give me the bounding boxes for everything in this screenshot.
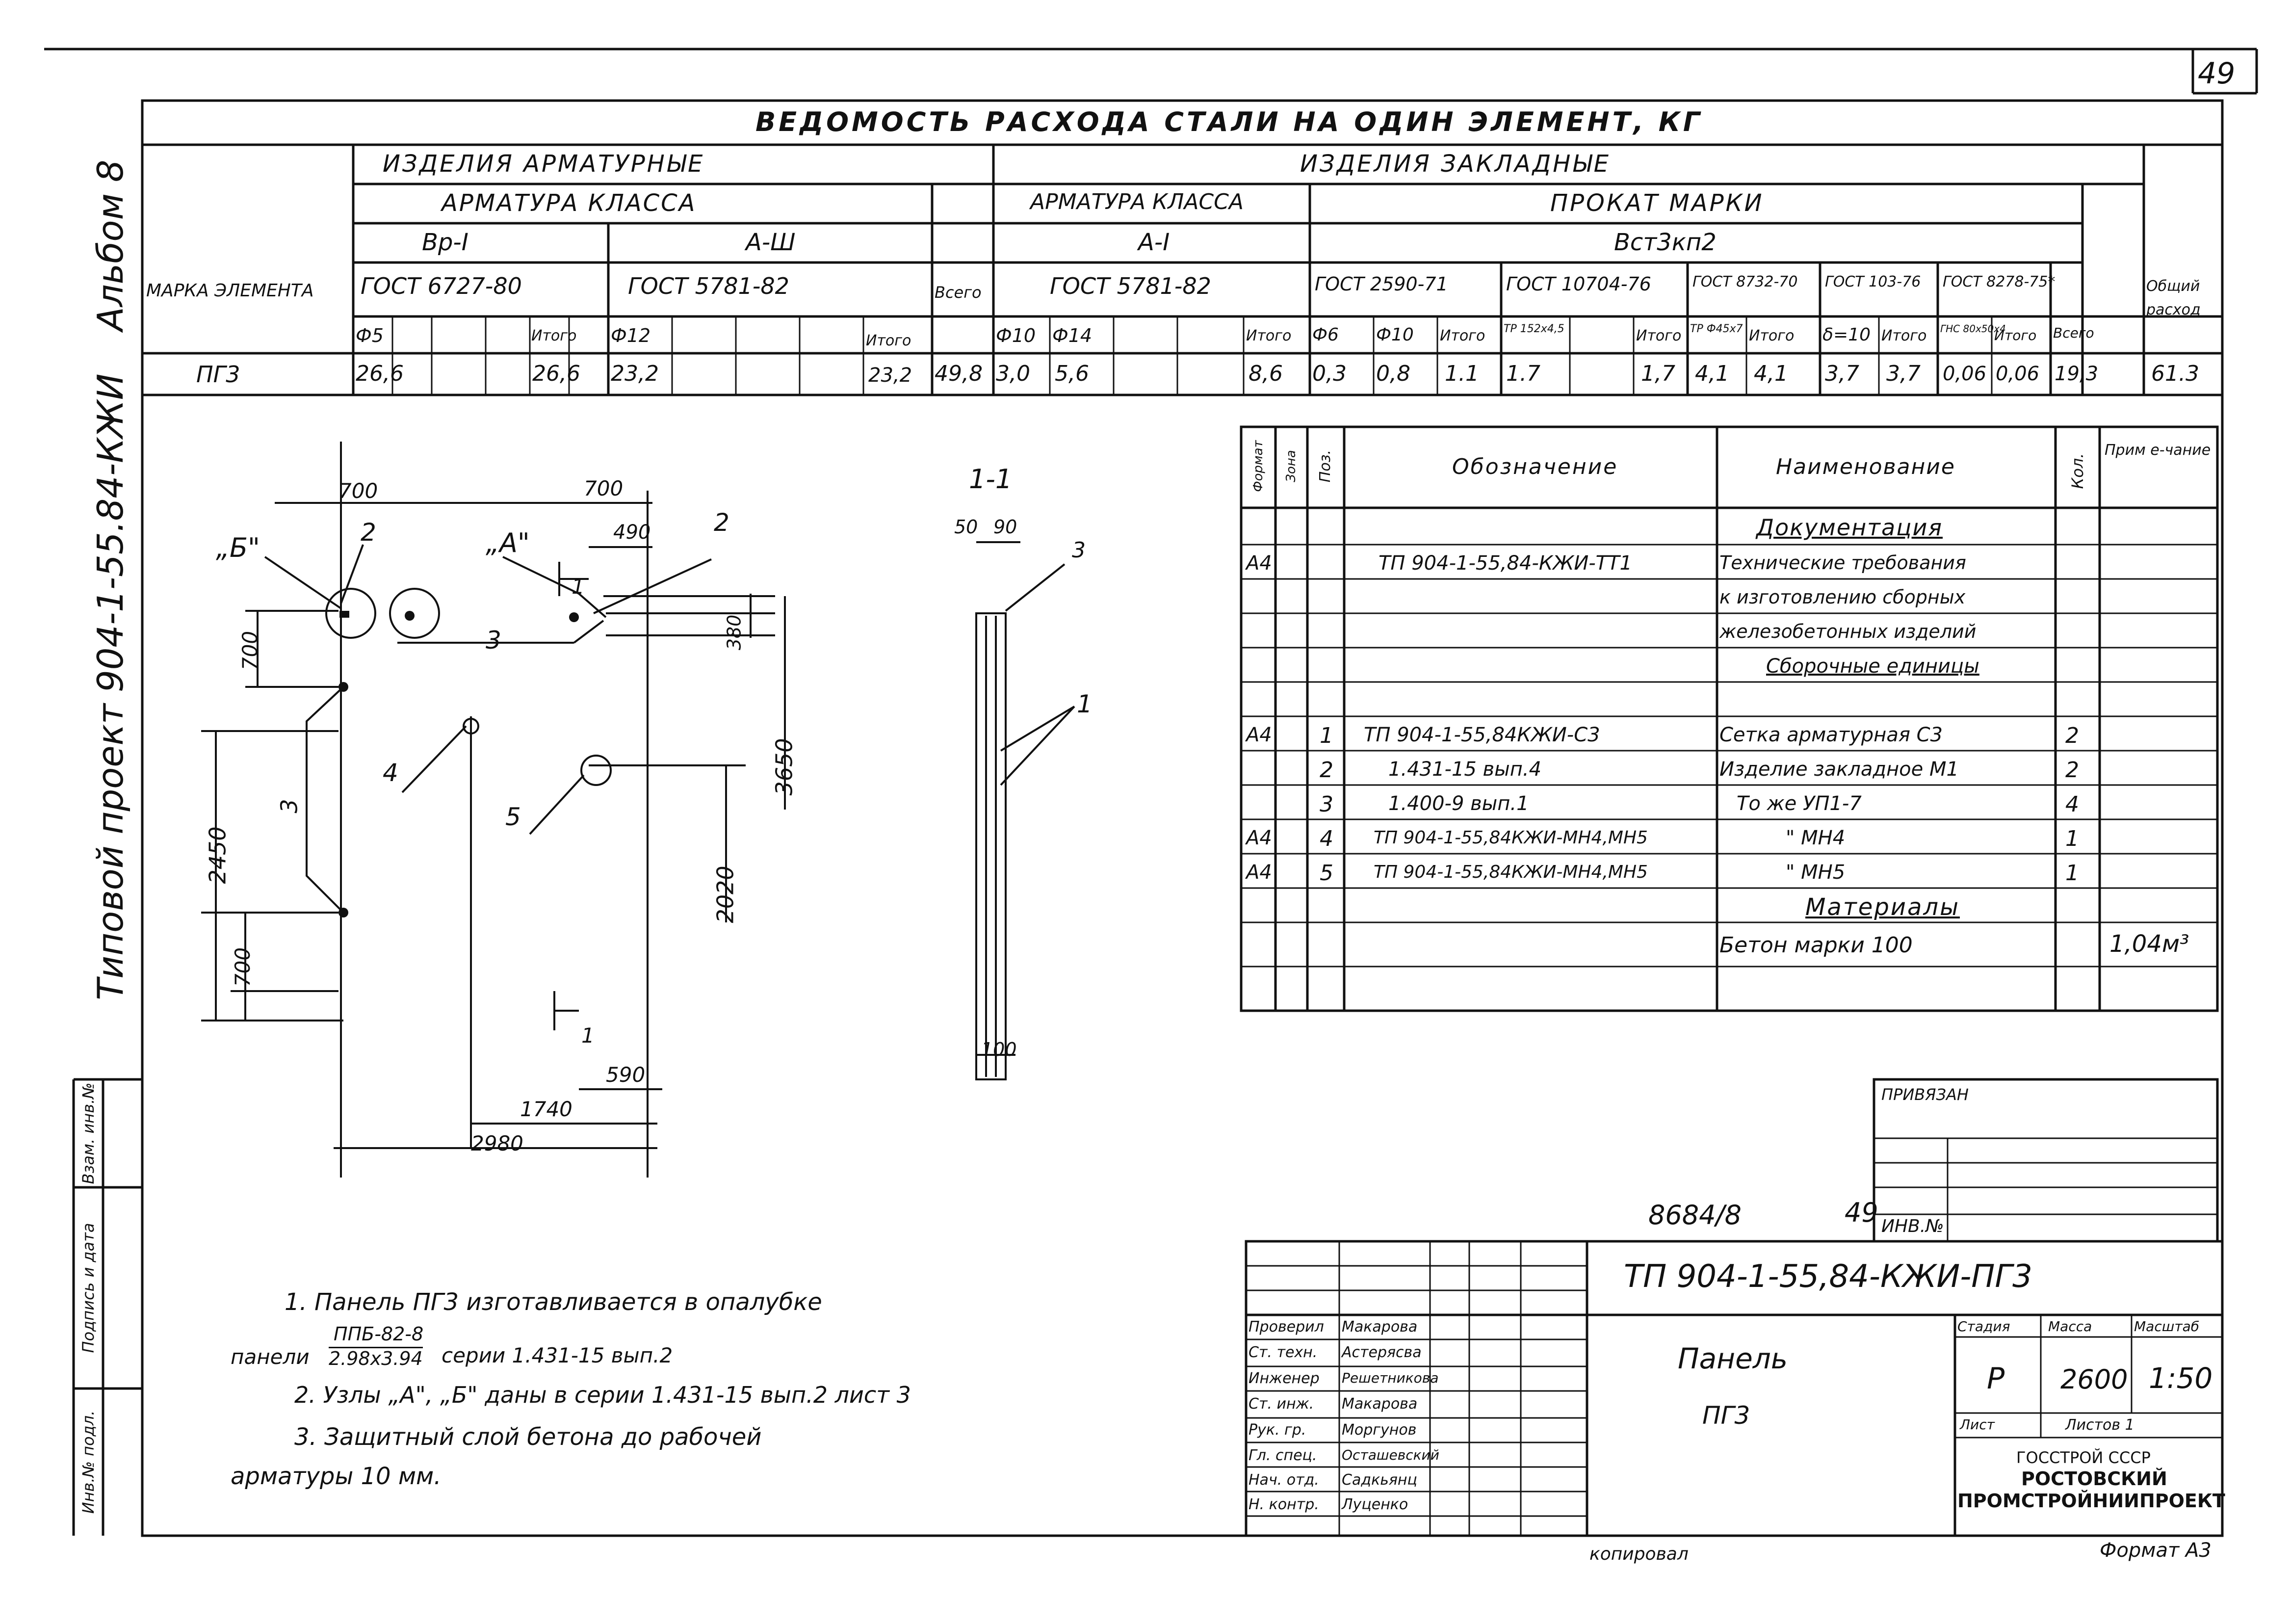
stamp-sign: Подпись и дата <box>79 1223 98 1353</box>
note-1b-frac-top: ППБ-82-8 <box>334 1323 424 1345</box>
val-17: 3,7 <box>1886 361 1921 386</box>
note-2: 2. Узлы „А", „Б" даны в серии 1.431-15 вып.2 лист 3 <box>294 1382 911 1408</box>
stamp-role-4: Ст. инж. <box>1249 1395 1314 1413</box>
spec-row-5-pos: 5 <box>1320 861 1333 886</box>
dim-50: 50 <box>954 516 978 538</box>
sub-itogo-7: Итого <box>1881 327 1927 344</box>
val-8: 8,6 <box>1249 361 1283 386</box>
spec-row-4-format: А4 <box>1246 827 1272 849</box>
sub-delta10: δ=10 <box>1822 325 1871 345</box>
stamp-name-1: Панель <box>1678 1342 1788 1375</box>
stamp-mass: 2600 <box>2060 1364 2128 1395</box>
stamp-person-7: Садкьянц <box>1342 1471 1417 1489</box>
spec-tt-name-2: к изготовлению сборных <box>1719 586 1966 608</box>
section-pos-3: 3 <box>1072 538 1086 563</box>
spec-tt-name-3: железобетонных изделий <box>1719 621 1977 642</box>
spec-row-2-qty: 2 <box>2065 758 2079 783</box>
stamp-mass-h: Масса <box>2048 1318 2092 1335</box>
gost-5: ГОСТ 10704-76 <box>1506 273 1651 295</box>
node-b-label: „Б" <box>216 532 260 563</box>
stamp-scale-h: Масштаб <box>2134 1318 2200 1335</box>
copied-label: копировал <box>1589 1544 1689 1564</box>
stamp-org-2: РОСТОВСКИЙ <box>2021 1468 2167 1490</box>
gost-6: ГОСТ 8732-70 <box>1692 273 1798 290</box>
stamp-person-8: Луценко <box>1342 1496 1408 1513</box>
val-5: 49,8 <box>935 361 983 386</box>
spec-h-pos: Поз. <box>1317 449 1334 483</box>
sub-tr152: ТР 152х4,5 <box>1504 323 1564 335</box>
note-1b-post: серии 1.431-15 вып.2 <box>442 1343 673 1367</box>
row-mark: ПГ3 <box>196 361 240 388</box>
rebar-class-1: АРМАТУРА КЛАССА <box>442 189 697 217</box>
val-20: 19,3 <box>2055 363 2099 385</box>
section-title: 1-1 <box>969 464 1013 495</box>
gost-2: ГОСТ 5781-82 <box>628 273 789 299</box>
spec-row-1-name: Сетка арматурная С3 <box>1719 724 1943 746</box>
sub-itogo-2: Итого <box>866 332 911 349</box>
dim-380: 380 <box>723 614 745 651</box>
sub-itogo-5: Итого <box>1636 327 1682 344</box>
spec-tt-name-1: Технические требования <box>1719 552 1966 574</box>
spec-row-2-des: 1.431-15 вып.4 <box>1388 758 1542 781</box>
stamp-sheet: Лист <box>1960 1416 1995 1433</box>
sub-tr45: ТР Ф45х7 <box>1690 323 1743 335</box>
stamp-person-3: Решетникова <box>1342 1370 1439 1386</box>
spec-materials-title: Материалы <box>1805 893 1960 921</box>
spec-row-1-qty: 2 <box>2065 723 2079 748</box>
stamp-person-1: Макарова <box>1342 1318 1418 1336</box>
note-1b-frac-bot: 2.98х3.94 <box>329 1348 423 1369</box>
format-label: Формат А3 <box>2100 1539 2212 1562</box>
dim-2980: 2980 <box>471 1131 523 1155</box>
sub-f10b: Ф10 <box>1376 325 1414 345</box>
sub-gns: ГНС 80х50х4 <box>1940 323 2006 335</box>
dim-590: 590 <box>606 1063 646 1087</box>
pos-2-a: 2 <box>361 518 376 547</box>
stamp-role-2: Ст. техн. <box>1249 1344 1318 1361</box>
val-2: 26,6 <box>532 361 580 386</box>
stamp-role-3: Инженер <box>1249 1370 1320 1387</box>
stamp-role-1: Проверил <box>1249 1318 1324 1336</box>
sub-itogo-6: Итого <box>1749 327 1795 344</box>
spec-tt-format: А4 <box>1246 552 1272 575</box>
note-3b: арматуры 10 мм. <box>231 1463 442 1490</box>
spec-h-format: Формат <box>1251 440 1266 492</box>
gost-7: ГОСТ 103-76 <box>1825 273 1921 290</box>
stamp-role-8: Н. контр. <box>1249 1496 1319 1513</box>
note-3a: 3. Защитный слой бетона до рабочей <box>294 1423 762 1451</box>
dim-100: 100 <box>981 1039 1017 1060</box>
spec-row-2-pos: 2 <box>1320 758 1333 783</box>
node-a-label: „А" <box>486 527 530 558</box>
spec-h-qty: Кол. <box>2068 453 2087 489</box>
stamp-org-1: ГОССТРОЙ СССР <box>2016 1448 2151 1467</box>
steel-title: ВЕДОМОСТЬ РАСХОДА СТАЛИ НА ОДИН ЭЛЕМЕНТ, КГ <box>755 106 1703 137</box>
dim-700-b: 700 <box>584 476 624 500</box>
class-bp1: Вр-I <box>422 229 468 256</box>
gost-1: ГОСТ 6727-80 <box>361 273 522 299</box>
val-3: 23,2 <box>611 361 659 386</box>
val-18: 0,06 <box>1943 363 1987 385</box>
sub-f6: Ф6 <box>1312 325 1339 345</box>
spec-row-3-qty: 4 <box>2065 792 2079 817</box>
val-16: 3,7 <box>1825 361 1859 386</box>
spec-row-1-format: А4 <box>1246 724 1272 746</box>
section-pos-1: 1 <box>1077 690 1093 718</box>
dim-700-a: 700 <box>338 479 378 503</box>
spec-row-5-format: А4 <box>1246 861 1272 884</box>
spec-row-4-pos: 4 <box>1320 826 1333 851</box>
spec-concrete-vol: 1,04м³ <box>2109 930 2189 958</box>
stamp-name-2: ПГ3 <box>1702 1401 1750 1430</box>
class-a1: А-I <box>1138 229 1170 256</box>
dim-2450: 2450 <box>204 826 231 884</box>
dim-3650: 3650 <box>771 738 798 796</box>
class-vst: Вст3кп2 <box>1614 229 1717 256</box>
sub-itogo-8: Итого <box>1994 327 2037 343</box>
group-reinf: ИЗДЕЛИЯ АРМАТУРНЫЕ <box>383 150 705 178</box>
gost-8: ГОСТ 8278-75* <box>1943 273 2056 290</box>
dim-2020: 2020 <box>712 865 739 923</box>
mark-header: МАРКА ЭЛЕМЕНТА <box>146 281 314 301</box>
stamp-code: ТП 904-1-55,84-КЖИ-ПГ3 <box>1624 1258 2032 1295</box>
spec-row-5-name: " МН5 <box>1786 861 1846 884</box>
sub-f14: Ф14 <box>1052 325 1093 346</box>
stamp-person-5: Моргунов <box>1342 1421 1417 1439</box>
gost-4: ГОСТ 2590-71 <box>1315 273 1448 295</box>
stamp-role-7: Нач. отд. <box>1249 1471 1319 1489</box>
stamp-person-6: Осташевский <box>1342 1447 1439 1463</box>
val-21: 61.3 <box>2151 361 2199 386</box>
sub-f5: Ф5 <box>356 325 384 346</box>
sub-f12: Ф12 <box>611 325 651 346</box>
val-1: 26,6 <box>356 361 404 386</box>
spec-row-5-des: ТП 904-1-55,84КЖИ-МН4,МН5 <box>1374 862 1648 882</box>
spec-row-4-des: ТП 904-1-55,84КЖИ-МН4,МН5 <box>1374 828 1648 848</box>
stamp-sheets: Листов 1 <box>2065 1416 2134 1434</box>
page-number: 49 <box>2198 56 2236 91</box>
album-label: Альбом 8 <box>90 159 131 331</box>
sheet-ref-2: 49 <box>1845 1197 1878 1228</box>
spec-tt-des: ТП 904-1-55,84-КЖИ-ТТ1 <box>1379 552 1632 575</box>
spec-h-zone: Зона <box>1284 450 1299 482</box>
gost-3: ГОСТ 5781-82 <box>1050 273 1211 299</box>
val-12: 1.7 <box>1506 361 1540 386</box>
sub-itogo-3: Итого <box>1246 327 1292 344</box>
pos-2-b: 2 <box>714 508 729 537</box>
spec-row-3-pos: 3 <box>1320 792 1333 817</box>
spec-units-title: Сборочные единицы <box>1766 655 1979 678</box>
val-14: 4,1 <box>1695 361 1729 386</box>
cut-mark-bottom: 1 <box>581 1023 595 1048</box>
note-1b-pre: панели <box>231 1345 310 1369</box>
stamp-role-6: Гл. спец. <box>1249 1447 1317 1464</box>
privyazan-label: ПРИВЯЗАН <box>1881 1085 1969 1104</box>
spec-row-1-pos: 1 <box>1320 723 1333 748</box>
dim-700-d: 700 <box>231 947 255 987</box>
spec-docs-title: Документация <box>1756 514 1943 541</box>
val-10: 0,8 <box>1376 361 1410 386</box>
val-19: 0,06 <box>1996 363 2040 385</box>
spec-row-3-name: То же УП1-7 <box>1737 792 1862 815</box>
group-embed: ИЗДЕЛИЯ ЗАКЛАДНЫЕ <box>1300 150 1611 178</box>
stamp-person-2: Астерясва <box>1342 1344 1422 1361</box>
val-6: 3,0 <box>996 361 1030 386</box>
sub-itogo-1: Итого <box>531 327 577 344</box>
stamp-stage: Р <box>1987 1362 2005 1396</box>
val-11: 1.1 <box>1445 361 1479 386</box>
spec-row-1-des: ТП 904-1-55,84КЖИ-С3 <box>1364 724 1600 746</box>
pos-4: 4 <box>383 759 398 787</box>
class-a3: А-Ш <box>746 229 796 256</box>
rebar-class-2: АРМАТУРА КЛАССА <box>1030 189 1244 214</box>
note-1a: 1. Панель ПГ3 изготавливается в опалубке <box>285 1288 822 1316</box>
dim-1740: 1740 <box>520 1097 572 1121</box>
val-15: 4,1 <box>1754 361 1788 386</box>
stamp-scale: 1:50 <box>2149 1362 2213 1395</box>
stamp-org-3: ПРОМСТРОЙНИИПРОЕКТ <box>1957 1490 2225 1512</box>
stamp-person-4: Макарова <box>1342 1395 1418 1413</box>
stamp-inv: Инв.№ подл. <box>79 1410 98 1514</box>
spec-h-note: Прим е-чание <box>2105 442 2211 459</box>
val-4: 23,2 <box>868 364 912 387</box>
stamp-stage-h: Стадия <box>1957 1318 2010 1335</box>
sub-itogo-4: Итого <box>1440 327 1485 344</box>
pos-3-a: 3 <box>486 626 501 655</box>
inv-label: ИНВ.№ <box>1881 1216 1944 1236</box>
spec-row-3-des: 1.400-9 вып.1 <box>1388 792 1529 815</box>
pos-5: 5 <box>505 803 521 831</box>
pos-3-b: 3 <box>276 799 303 813</box>
cut-mark-top: 1 <box>572 575 585 599</box>
spec-row-2-name: Изделие закладное М1 <box>1719 758 1959 781</box>
val-13: 1,7 <box>1641 361 1675 386</box>
sheet-ref: 8684/8 <box>1648 1200 1742 1231</box>
vsego-2: Всего <box>2053 325 2094 341</box>
spec-concrete: Бетон марки 100 <box>1719 933 1913 958</box>
val-7: 5,6 <box>1055 361 1089 386</box>
dim-700-c: 700 <box>238 630 262 671</box>
dim-490: 490 <box>613 521 651 544</box>
stamp-role-5: Рук. гр. <box>1249 1421 1306 1439</box>
stamp-replace: Взам. инв.№ <box>79 1082 98 1184</box>
spec-row-4-qty: 1 <box>2065 826 2079 851</box>
total-header: Общий расход <box>2146 278 2201 318</box>
project-label: Типовой проект 904-1-55.84-КЖИ <box>90 373 131 1000</box>
spec-h-designation: Обозначение <box>1452 454 1618 479</box>
vsego-1: Всего <box>935 283 982 302</box>
val-9: 0,3 <box>1312 361 1347 386</box>
spec-row-4-name: " МН4 <box>1786 827 1846 849</box>
dim-90: 90 <box>993 516 1017 538</box>
sub-f10: Ф10 <box>996 325 1036 346</box>
spec-h-name: Наименование <box>1776 454 1955 479</box>
rolled-mark: ПРОКАТ МАРКИ <box>1550 189 1764 217</box>
spec-row-5-qty: 1 <box>2065 861 2079 886</box>
